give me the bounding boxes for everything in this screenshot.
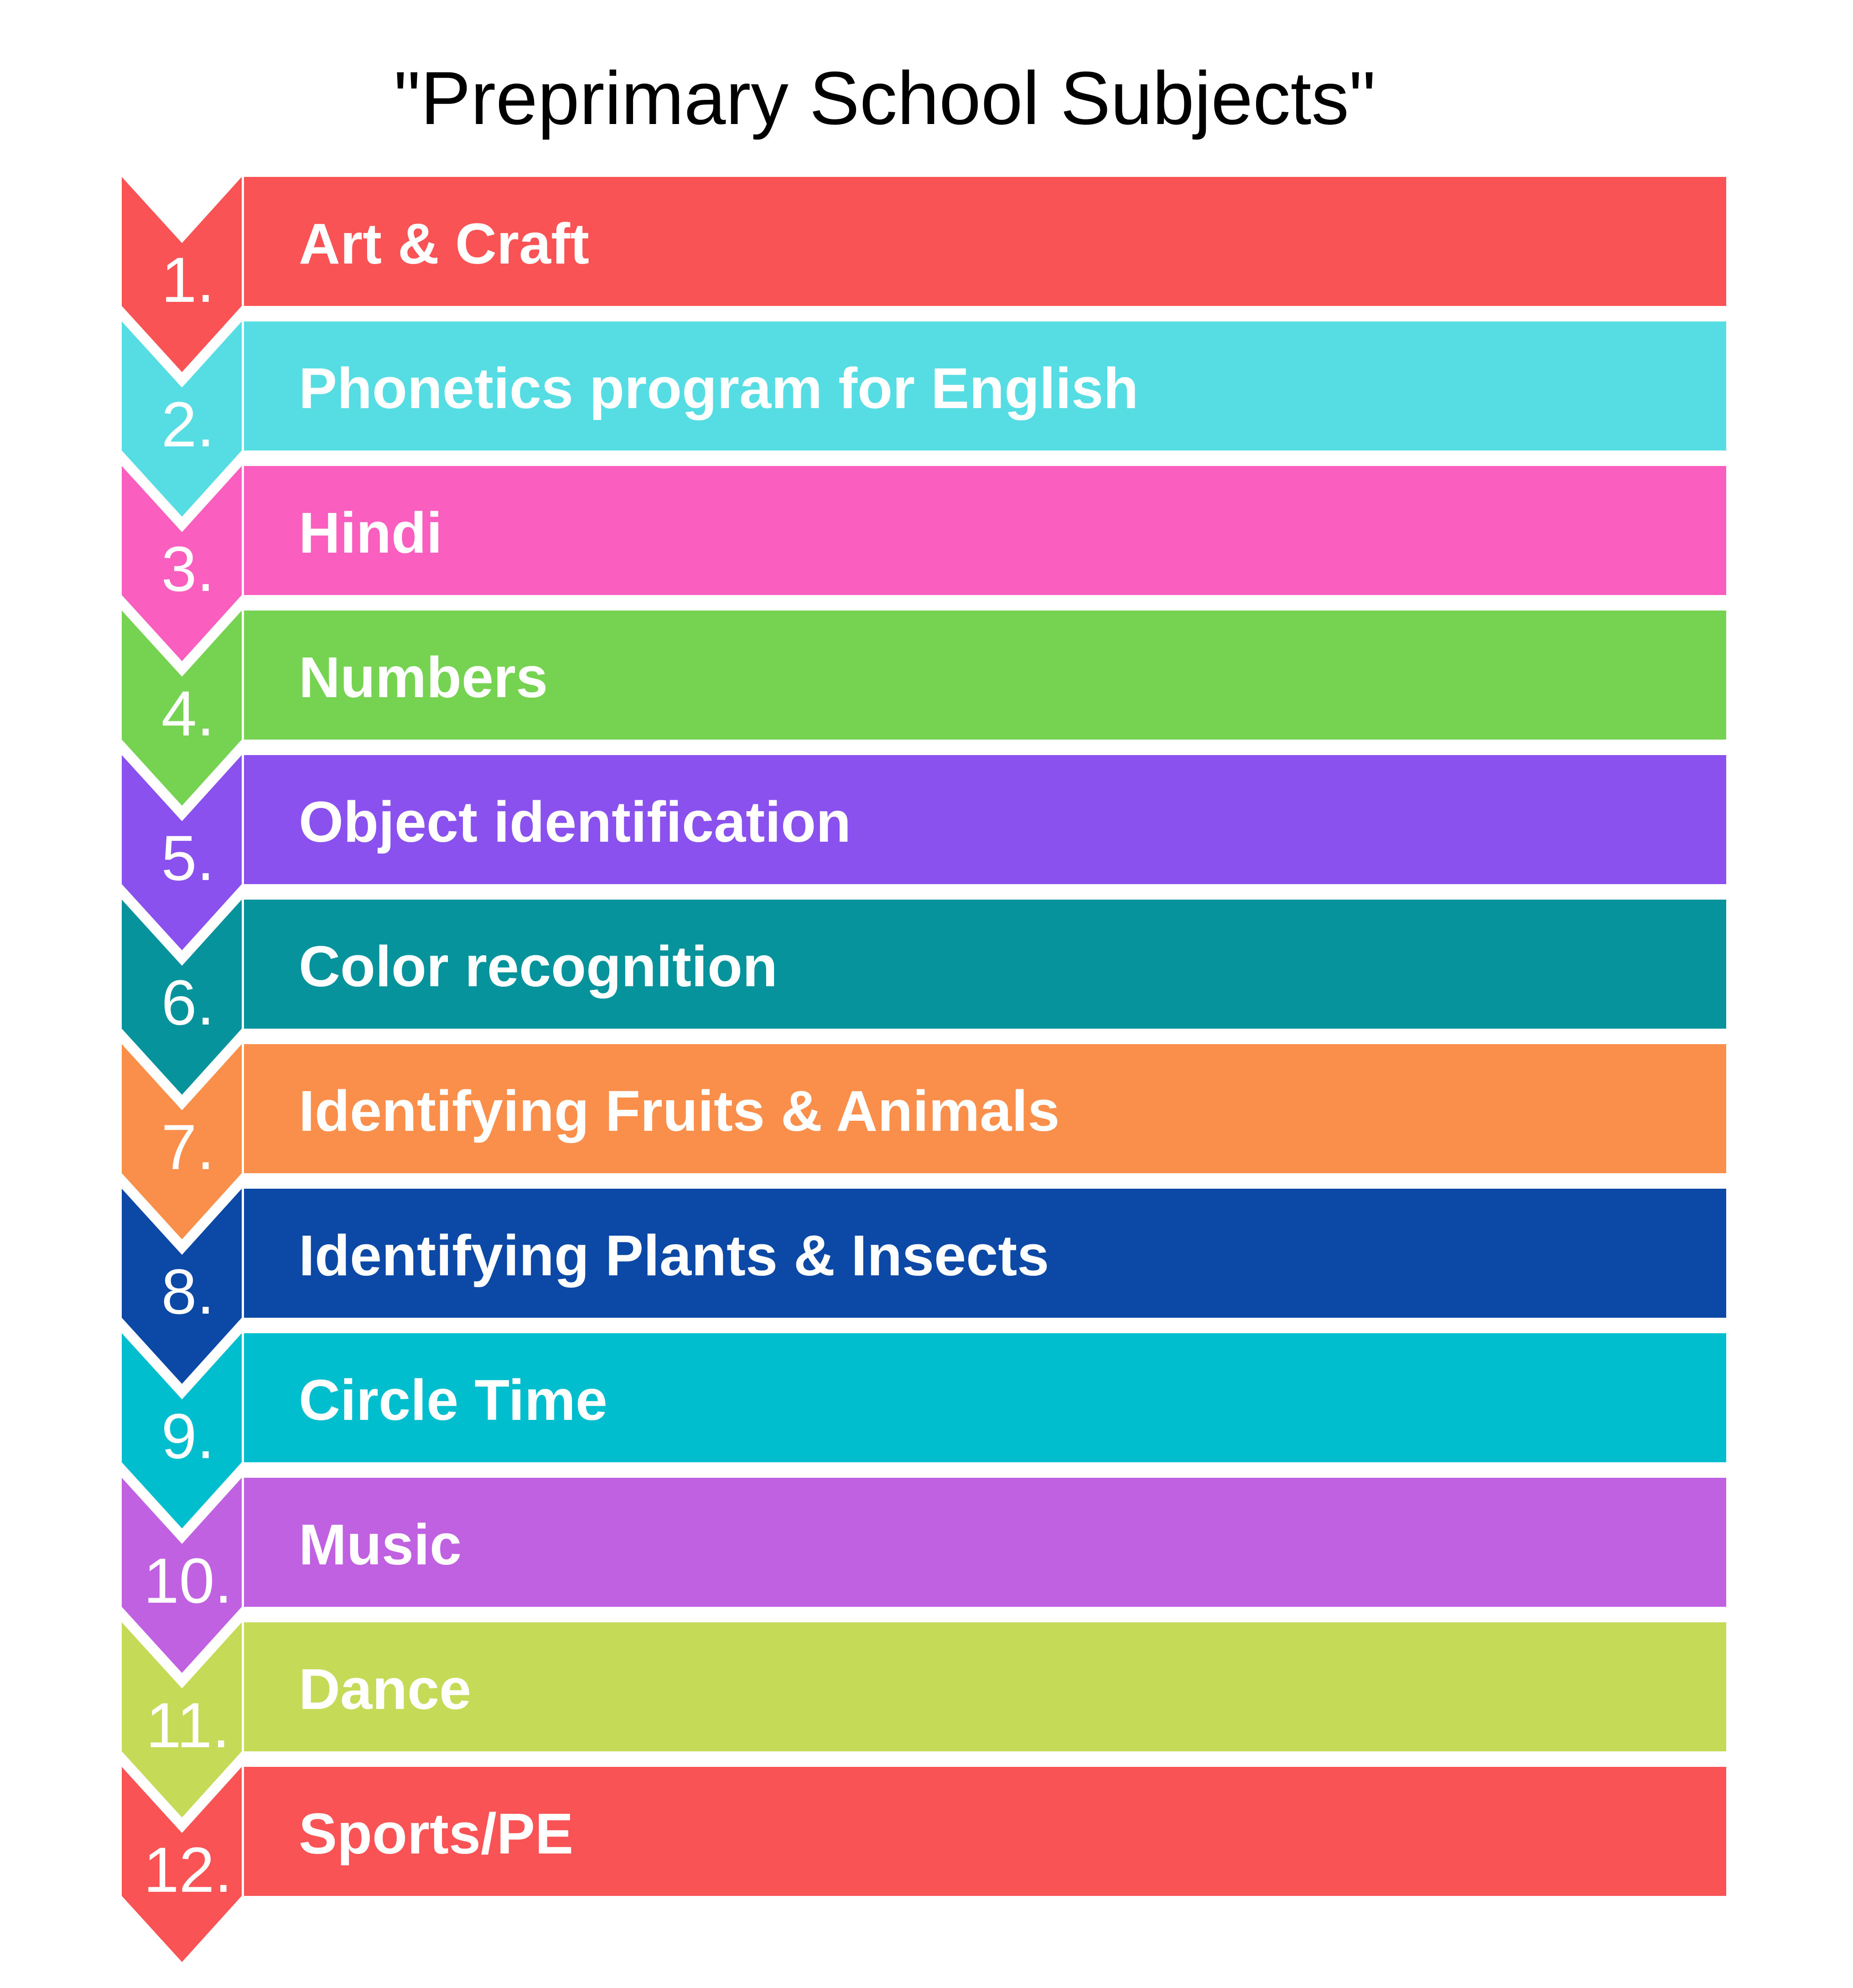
subject-label: Music [299, 1512, 462, 1577]
subject-label: Color recognition [299, 934, 778, 999]
item-number: 8. [161, 1256, 215, 1327]
page-title: "Preprimary School Subjects" [394, 56, 1376, 140]
item-number: 6. [161, 967, 215, 1038]
subject-label: Circle Time [299, 1368, 608, 1432]
item-number: 7. [161, 1111, 215, 1183]
item-number: 11. [145, 1689, 230, 1761]
subject-bar [244, 1478, 1726, 1607]
subject-label: Sports/PE [299, 1802, 574, 1866]
item-number: 4. [161, 678, 215, 749]
subject-label: Numbers [299, 645, 548, 709]
subject-label: Hindi [299, 501, 442, 565]
item-number: 10. [143, 1545, 233, 1616]
item-number: 9. [161, 1400, 215, 1472]
subject-row [122, 1767, 1726, 1962]
subject-label: Identifying Fruits & Animals [299, 1079, 1060, 1143]
item-number: 1. [161, 244, 215, 316]
item-number: 3. [161, 533, 215, 605]
item-number: 5. [161, 822, 215, 894]
subject-label: Art & Craft [299, 212, 590, 276]
subject-label: Identifying Plants & Insects [299, 1223, 1049, 1288]
subject-label: Object identification [299, 790, 851, 854]
subject-label: Dance [299, 1657, 472, 1721]
item-number: 2. [161, 388, 215, 460]
subject-bar [244, 466, 1726, 595]
subject-label: Phonetics program for English [299, 356, 1139, 420]
subject-rows [122, 177, 1726, 1962]
item-number: 12. [143, 1834, 233, 1905]
